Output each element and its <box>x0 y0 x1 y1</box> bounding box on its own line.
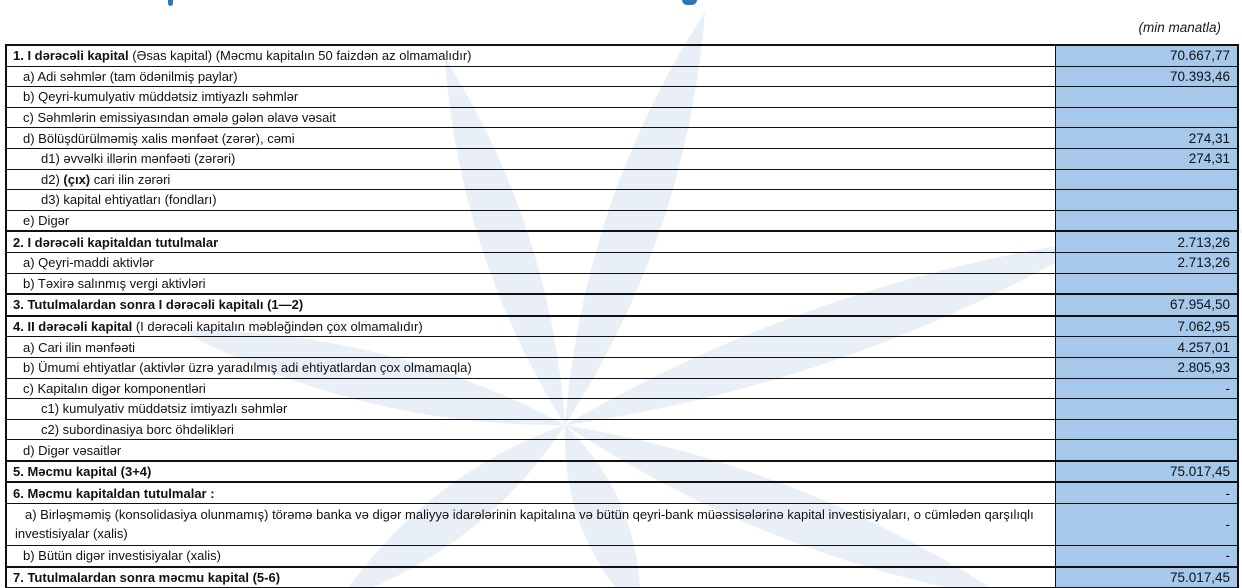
row-label-text: 3. Tutulmalardan sonra I dərəcəli kapitalı (1—2) <box>13 297 304 313</box>
row-label-text: (Əsas kapital) (Məcmu kapitalın 50 faizdən az olmamalıdır) <box>132 48 472 64</box>
table-row <box>6 128 1238 149</box>
row-label-text: b) Təxirə salınmış vergi aktivləri <box>23 275 206 291</box>
row-label-cell <box>6 378 1055 399</box>
row-label-text: 2. I dərəcəli kapitaldan tutulmalar <box>13 234 219 250</box>
row-label-text: 5. Məcmu kapital (3+4) <box>13 464 152 480</box>
row-label-text: cari ilin zərəri <box>90 171 171 187</box>
row-label-cell <box>6 107 1055 128</box>
row-label-text: d3) kapital ehtiyatları (fondları) <box>41 192 217 208</box>
row-label-text: b) Qeyri-kumulyativ müddətsiz imtiyazlı səhmlər <box>23 89 299 105</box>
row-label-text: a) Cari ilin mənfəəti <box>23 339 135 355</box>
row-label-cell <box>6 273 1055 294</box>
row-value-cell: 75.017,45 <box>1055 461 1238 483</box>
unit-note: (min manatla) <box>1138 20 1221 35</box>
row-label-text: d1) əvvəlki illərin mənfəəti (zərəri) <box>41 151 236 167</box>
table-row <box>6 294 1238 316</box>
table-row <box>6 169 1238 190</box>
row-label-cell <box>6 567 1055 588</box>
row-value-cell <box>1055 210 1238 231</box>
row-label-cell <box>6 316 1055 337</box>
row-label-text: b) Ümumi ehtiyatlar (aktivlər üzrə yaradılmış adi ehtiyatlardan çox olmamaqla) <box>23 360 472 376</box>
row-value-cell: 274,31 <box>1055 148 1238 169</box>
table-row <box>6 440 1238 461</box>
row-label-text: d2) <box>41 171 64 187</box>
row-label-cell <box>6 399 1055 420</box>
row-label-cell <box>6 231 1055 252</box>
row-value-cell: - <box>1055 482 1238 503</box>
row-label-text: 6. Məcmu kapitaldan tutulmalar : <box>13 485 215 501</box>
row-label-cell <box>6 169 1055 190</box>
row-label-text: (çıx) <box>63 171 91 187</box>
table-row <box>6 66 1238 87</box>
row-value-cell: 70.393,46 <box>1055 66 1238 87</box>
row-value-cell <box>1055 169 1238 190</box>
table-row <box>6 504 1238 546</box>
row-label-cell <box>6 337 1055 358</box>
row-value-cell: 274,31 <box>1055 128 1238 149</box>
row-value-cell: 67.954,50 <box>1055 294 1238 316</box>
row-label-cell <box>6 66 1055 87</box>
cropped-title-fragment-icon <box>168 0 173 6</box>
row-label-cell <box>6 482 1055 503</box>
table-row <box>6 210 1238 231</box>
row-label-text: e) Digər <box>23 213 70 229</box>
row-label-text: a) Birləşməmiş (konsolidasiya olunmamış) törəmə banka və digər maliyyə idarələrinin kapitalına və bütün qeyri-bank müəssisələrinə kapital investisiyaları, o cümlədən qarşılıqlı investisiyalar (xalis) <box>15 507 1034 541</box>
row-value-cell: 2.713,26 <box>1055 252 1238 273</box>
table-row <box>6 546 1238 567</box>
row-label-text: c2) subordinasiya borc öhdəlikləri <box>41 421 234 437</box>
row-label-cell <box>6 45 1055 66</box>
row-value-cell <box>1055 399 1238 420</box>
row-label-text: c) Kapitalın digər komponentləri <box>23 380 206 396</box>
row-label-text: b) Bütün digər investisiyalar (xalis) <box>23 548 221 564</box>
table-row <box>6 231 1238 252</box>
row-value-cell: - <box>1055 378 1238 399</box>
table-row <box>6 148 1238 169</box>
row-value-cell: 75.017,45 <box>1055 567 1238 588</box>
row-label-cell <box>6 148 1055 169</box>
table-row <box>6 273 1238 294</box>
row-label-cell <box>6 128 1055 149</box>
table-row <box>6 45 1238 66</box>
row-label-text: (I dərəcəli kapitalın məbləğindən çox olmamalıdır) <box>135 319 423 335</box>
row-value-cell: 4.257,01 <box>1055 337 1238 358</box>
row-label-cell <box>6 504 1055 546</box>
row-label-cell <box>6 294 1055 316</box>
row-value-cell: 7.062,95 <box>1055 316 1238 337</box>
row-value-cell <box>1055 273 1238 294</box>
row-label-text: c1) kumulyativ müddətsiz imtiyazlı səhmlər <box>41 401 288 417</box>
row-label-text: a) Adi səhmlər (tam ödənilmiş paylar) <box>23 68 238 84</box>
table-row <box>6 190 1238 211</box>
table-row <box>6 482 1238 503</box>
table-row <box>6 399 1238 420</box>
row-label-text: a) Qeyri-maddi aktivlər <box>23 255 154 271</box>
table-row <box>6 337 1238 358</box>
row-value-cell: - <box>1055 504 1238 546</box>
row-value-cell <box>1055 87 1238 108</box>
table-row <box>6 378 1238 399</box>
table-row <box>6 461 1238 483</box>
row-label-text: 1. I dərəcəli kapital <box>13 48 133 64</box>
row-label-text: 7. Tutulmalardan sonra məcmu kapital (5-6) <box>13 569 281 585</box>
table-row <box>6 252 1238 273</box>
table-row <box>6 316 1238 337</box>
row-label-cell <box>6 252 1055 273</box>
row-label-cell <box>6 440 1055 461</box>
row-label-cell <box>6 461 1055 483</box>
row-label-cell <box>6 210 1055 231</box>
row-label-text: d) Bölüşdürülməmiş xalis mənfəət (zərər), cəmi <box>23 130 295 146</box>
capital-table-body <box>6 45 1238 588</box>
table-row <box>6 357 1238 378</box>
row-value-cell <box>1055 419 1238 440</box>
table-row <box>6 567 1238 588</box>
row-label-cell <box>6 357 1055 378</box>
row-value-cell: 2.713,26 <box>1055 231 1238 252</box>
row-label-text: 4. II dərəcəli kapital <box>13 319 136 335</box>
row-value-cell <box>1055 440 1238 461</box>
table-row <box>6 419 1238 440</box>
row-label-text: c) Səhmlərin emissiyasından əmələ gələn əlavə vəsait <box>23 110 336 126</box>
row-label-cell <box>6 190 1055 211</box>
table-row <box>6 107 1238 128</box>
row-label-cell <box>6 546 1055 567</box>
row-value-cell: 2.805,93 <box>1055 357 1238 378</box>
row-label-text: d) Digər vəsaitlər <box>23 442 122 458</box>
row-value-cell <box>1055 190 1238 211</box>
row-label-cell <box>6 419 1055 440</box>
table-row <box>6 87 1238 108</box>
row-value-cell: - <box>1055 546 1238 567</box>
row-label-cell <box>6 87 1055 108</box>
row-value-cell: 70.667,77 <box>1055 45 1238 66</box>
row-value-cell <box>1055 107 1238 128</box>
capital-table <box>5 44 1239 588</box>
